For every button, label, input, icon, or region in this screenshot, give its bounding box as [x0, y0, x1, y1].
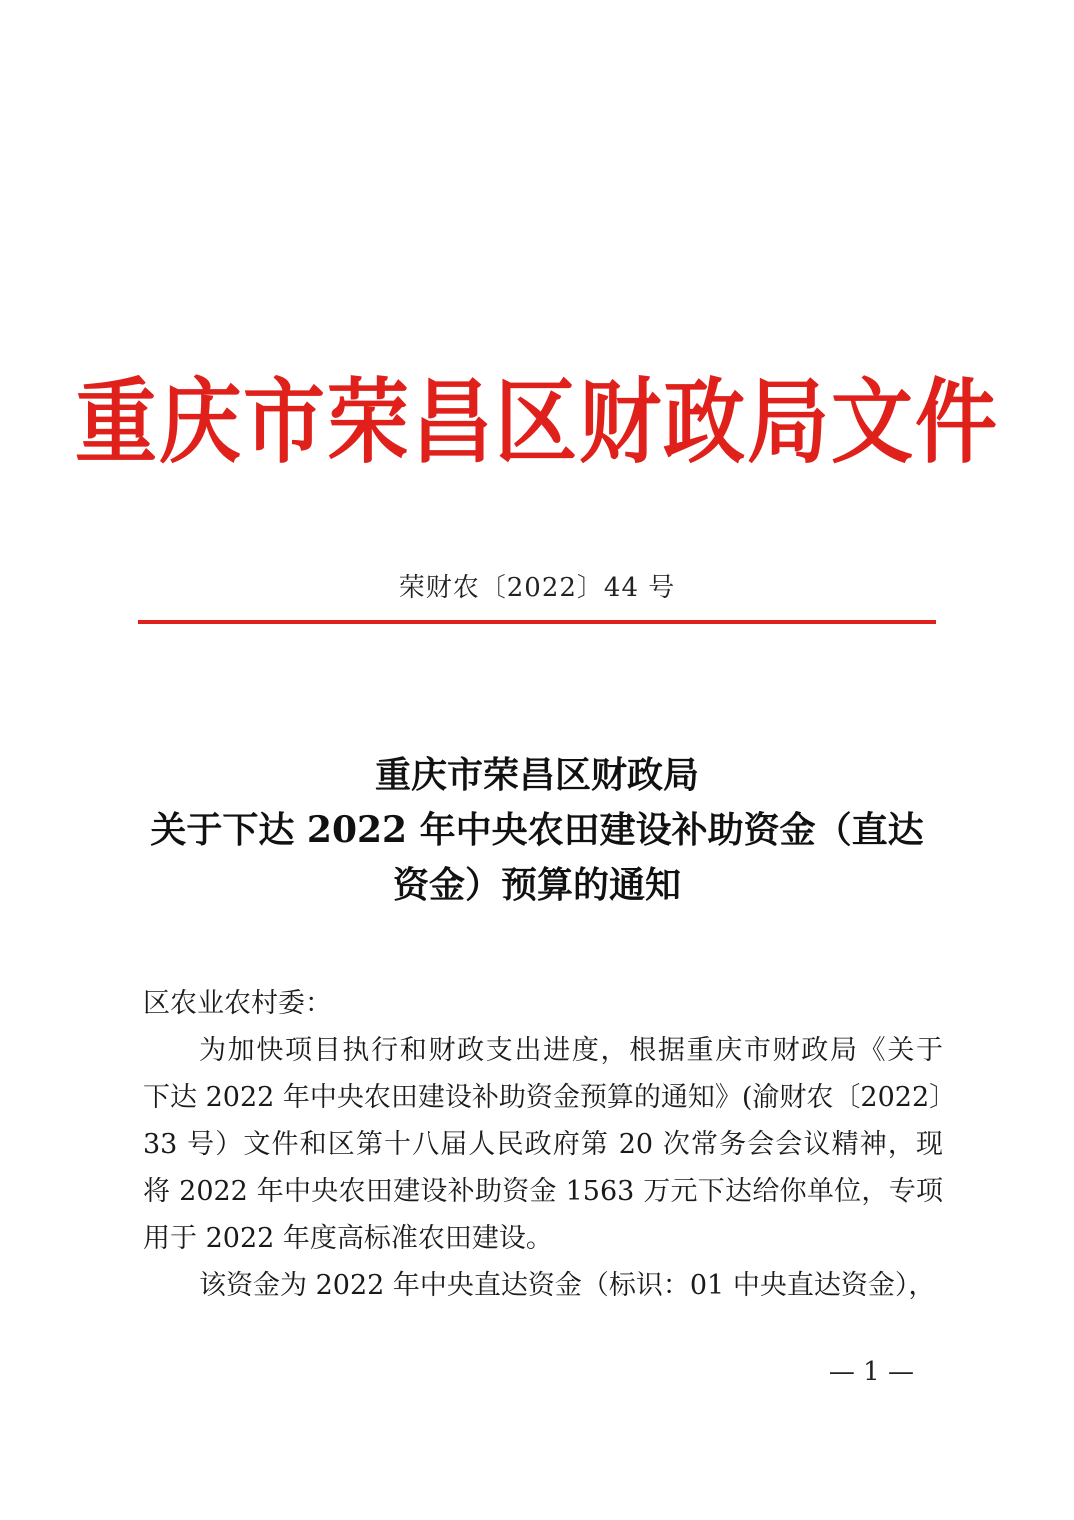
document-header-title: 重庆市荣昌区财政局文件: [74, 369, 999, 477]
salutation: 区农业农村委：: [143, 988, 332, 1019]
paragraph-1-line-5: 用于 2022 年度高标准农田建设。: [143, 1223, 553, 1254]
document-title-line-1: 重庆市荣昌区财政局: [374, 754, 699, 796]
red-divider-line: [138, 620, 936, 624]
page-number: — 1 —: [828, 1357, 914, 1387]
document-title: [130, 748, 944, 913]
document-number: 荣财农〔2022〕44 号: [398, 573, 676, 603]
paragraph-1-line-1: 为加快项目执行和财政支出进度，根据重庆市财政局《关于: [199, 1035, 943, 1066]
document-body: [143, 980, 957, 1309]
paragraph-2-line-1: 该资金为 2022 年中央直达资金（标识：01 中央直达资金），: [199, 1270, 936, 1301]
paragraph-1-line-4: 将 2022 年中央农田建设补助资金 1563 万元下达给你单位，专项: [143, 1176, 943, 1207]
document-title-line-2: 关于下达 2022 年中央农田建设补助资金（直达: [150, 809, 924, 851]
document-title-line-3: 资金）预算的通知: [392, 864, 681, 906]
paragraph-1-line-2: 下达 2022 年中央农田建设补助资金预算的通知》(渝财农〔2022〕: [143, 1082, 957, 1113]
paragraph-1-line-3: 33 号）文件和区第十八届人民政府第 20 次常务会会议精神，现: [143, 1129, 943, 1160]
